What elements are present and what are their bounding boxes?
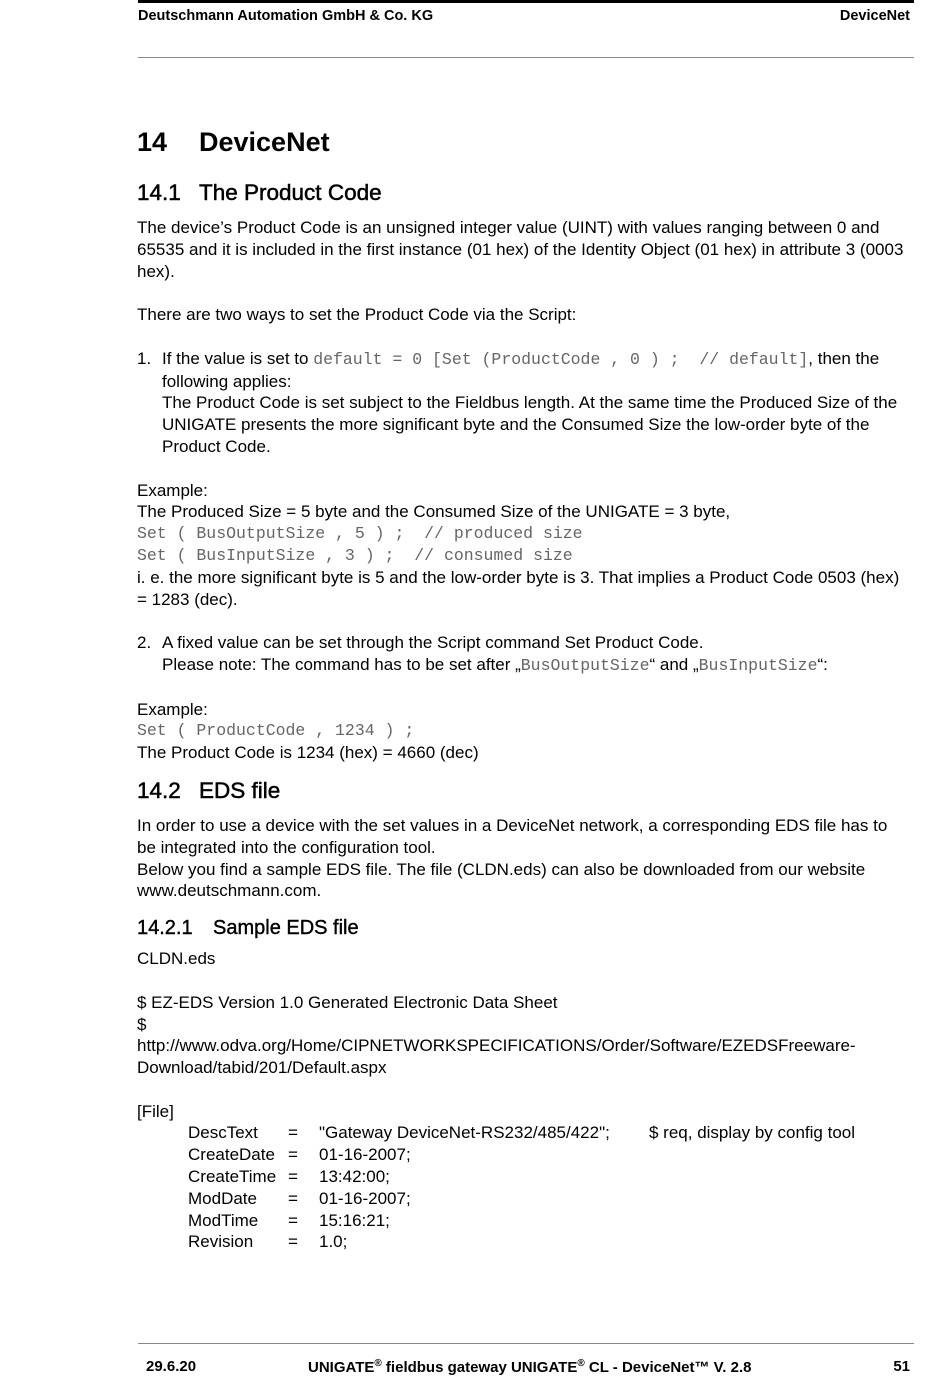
eds-line: $ xyxy=(137,1014,147,1034)
item2-note: Please note: The command has to be set after „BusOutputSize“ and „BusInputSize“: xyxy=(162,654,828,675)
footer-rule xyxy=(138,1343,914,1344)
page-content xyxy=(137,122,909,1253)
ie-paragraph: i. e. the more significant byte is 5 and the low-order byte is 3. That implies a Product Code 0503 (hex) = 1283 (dec). xyxy=(137,567,900,609)
list-item-2 xyxy=(137,632,909,677)
result-paragraph: The Product Code is 1234 (hex) = 4660 (dec) xyxy=(137,743,479,763)
code-line: Set ( BusInputSize , 3 ) ; // consumed size xyxy=(137,545,573,565)
section-title: The Product Code xyxy=(199,180,382,205)
subsection-title: Sample EDS file xyxy=(213,917,359,940)
subsection-number: 14.2.1 xyxy=(137,917,193,940)
intro-paragraph: The device’s Product Code is an unsigned integer value (UINT) with values ranging between 0 and 65535 and it is included in the first instance (01 hex) of the Identity Object (01 hex) in attribute 3 (0003 hex). xyxy=(137,218,904,281)
page-number: 51 xyxy=(893,1358,910,1375)
section-heading-14-2 xyxy=(137,776,909,806)
example-label: Example: xyxy=(137,699,208,719)
ways-paragraph: There are two ways to set the Product Code via the Script: xyxy=(137,305,577,325)
section-number: 14.1 xyxy=(137,180,181,205)
item2-text: A fixed value can be set through the Script command Set Product Code. xyxy=(162,633,704,653)
eds-row: CreateDate = 01-16-2007; xyxy=(188,1145,411,1165)
section-title: EDS file xyxy=(199,777,281,803)
eds-row: ModTime = 15:16:21; xyxy=(188,1210,390,1230)
chapter-number: 14 xyxy=(137,127,168,157)
eds-line: $ EZ-EDS Version 1.0 Generated Electronic Data Sheet xyxy=(137,992,558,1012)
eds-row: CreateTime = 13:42:00; xyxy=(188,1167,390,1187)
header-section: DeviceNet xyxy=(839,8,910,24)
eds-row: DescText = "Gateway DeviceNet-RS232/485/422"; $ req, display by config tool xyxy=(188,1123,856,1143)
header-rule xyxy=(138,57,914,58)
list-item-1 xyxy=(137,348,909,458)
top-rule xyxy=(138,0,914,3)
list-number: 1. xyxy=(137,348,152,368)
chapter-title: DeviceNet xyxy=(199,127,330,157)
chapter-heading xyxy=(137,122,909,162)
inline-code: default = 0 [Set (ProductCode , 0 ) ; // default] xyxy=(313,349,809,369)
eds-line: Download/tabid/201/Default.aspx xyxy=(137,1058,387,1078)
inline-code: BusInputSize xyxy=(698,655,818,675)
list-number: 2. xyxy=(137,633,152,653)
section-number: 14.2 xyxy=(137,777,181,803)
eds-row: ModDate = 01-16-2007; xyxy=(188,1188,411,1208)
header-company: Deutschmann Automation GmbH & Co. KG xyxy=(138,8,434,24)
footer-title: UNIGATE® fieldbus gateway UNIGATE® CL - DeviceNet™ V. 2.8 xyxy=(308,1358,752,1376)
item1-text: If the value is set to default = 0 [Set (ProductCode , 0 ) ; // default], then the following applies: xyxy=(162,348,880,391)
code-line: Set ( ProductCode , 1234 ) ; xyxy=(137,721,415,741)
eds-line: http://www.odva.org/Home/CIPNETWORKSPECIFICATIONS/Order/Software/EZEDSFreeware- xyxy=(137,1036,856,1056)
example-text: The Produced Size = 5 byte and the Consumed Size of the UNIGATE = 3 byte, xyxy=(137,502,731,522)
eds-row: Revision = 1.0; xyxy=(188,1232,348,1252)
eds-file-section: [File] xyxy=(137,1101,174,1121)
code-line: Set ( BusOutputSize , 5 ) ; // produced size xyxy=(137,524,583,544)
subsection-heading-14-2-1 xyxy=(137,914,909,942)
eds-filename: CLDN.eds xyxy=(137,949,216,969)
item1-desc: The Product Code is set subject to the Fieldbus length. At the same time the Produced Size of the UNIGATE presents the more significant byte and the Consumed Size the low-order byte of the Product Code. xyxy=(162,393,898,456)
section-heading-14-1 xyxy=(137,178,909,208)
inline-code: BusOutputSize xyxy=(520,655,650,675)
footer-date: 29.6.20 xyxy=(146,1358,197,1375)
example-label: Example: xyxy=(137,480,208,500)
eds-paragraph-1: In order to use a device with the set values in a DeviceNet network, a corresponding EDS file has to be integrated into the configuration tool. xyxy=(137,815,888,857)
eds-paragraph-2: Below you find a sample EDS file. The file (CLDN.eds) can also be downloaded from our website www.deutschmann.com. xyxy=(137,859,866,901)
